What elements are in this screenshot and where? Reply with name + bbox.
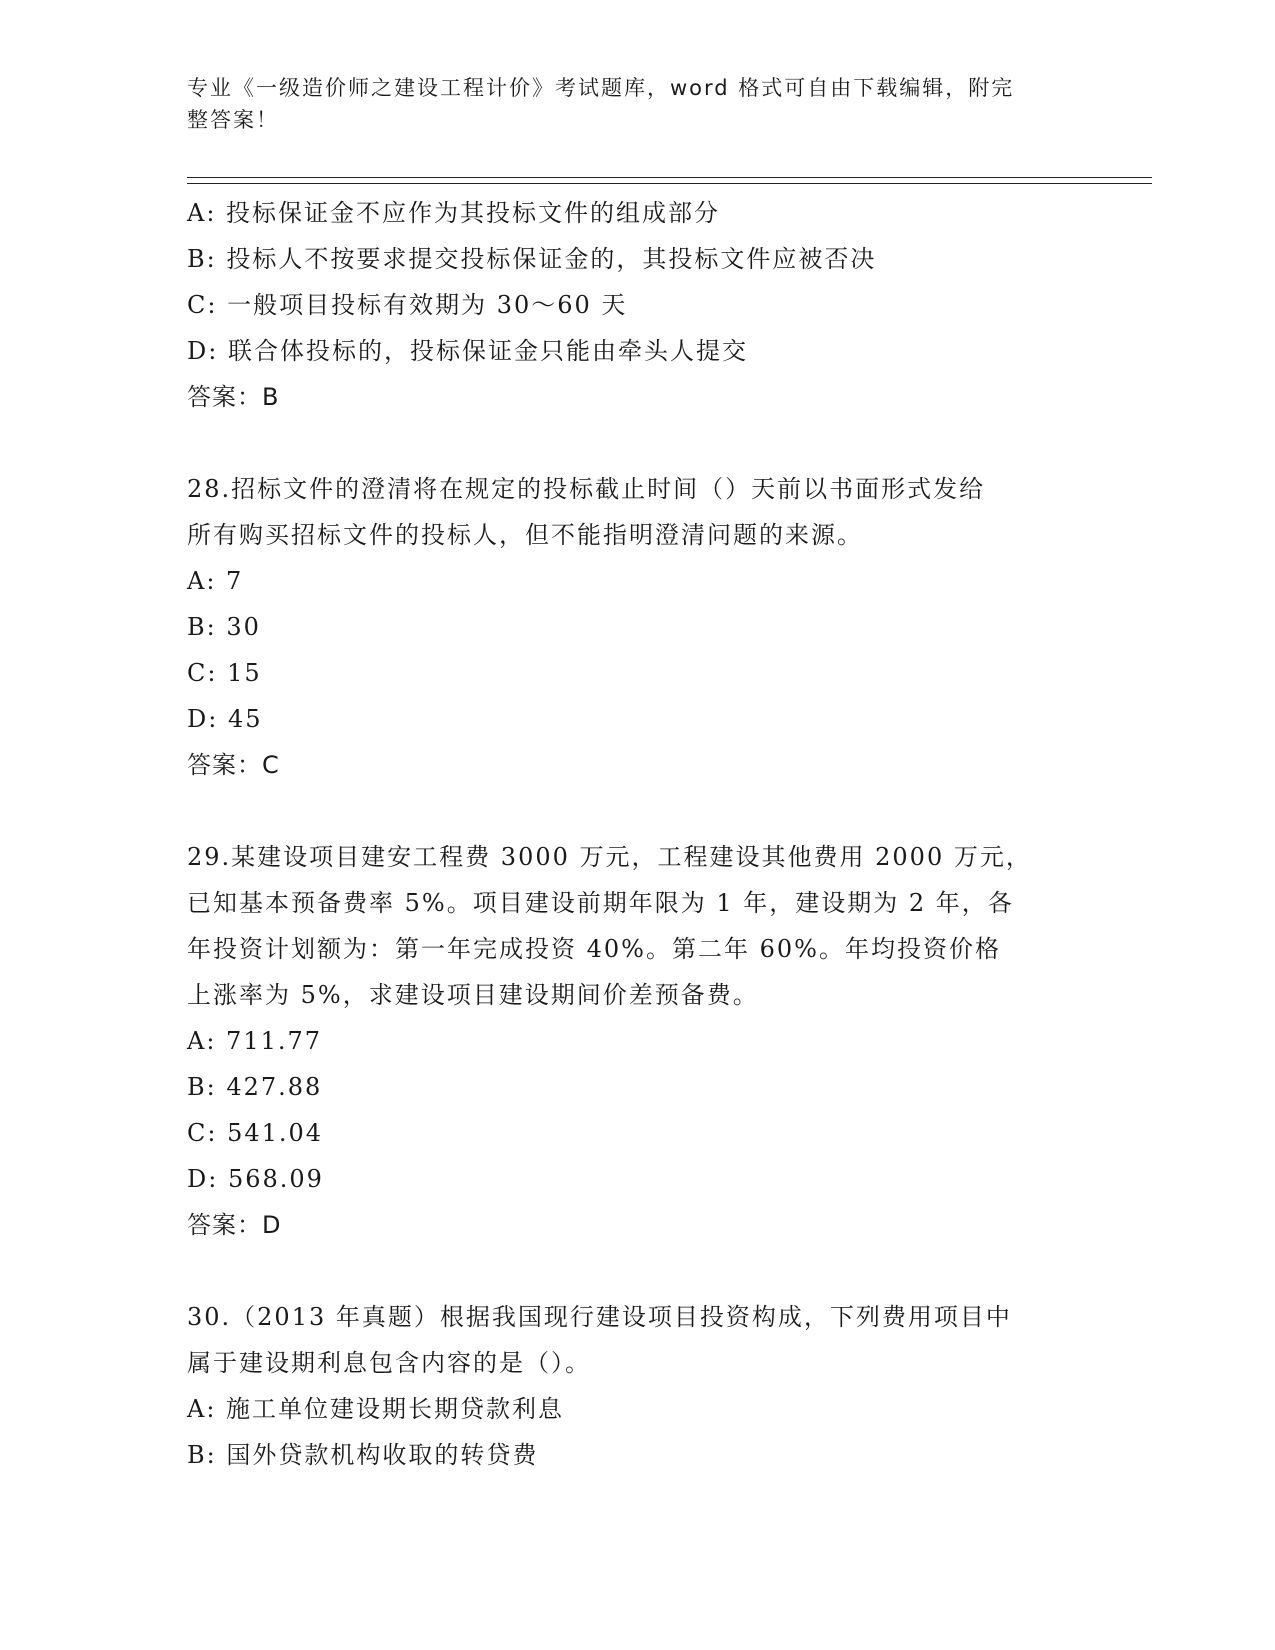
header-divider-bottom	[187, 183, 1152, 184]
question-stem-line: 28.招标文件的澄清将在规定的投标截止时间（）天前以书面形式发给	[187, 475, 986, 503]
option-a: A: 7	[187, 567, 244, 595]
option-c: C: 541.04	[187, 1119, 324, 1147]
option-b: B: 30	[187, 613, 261, 641]
question-28	[187, 466, 1087, 788]
header-divider-top	[187, 177, 1152, 178]
question-29	[187, 834, 1087, 1248]
option-a: A: 施工单位建设期长期贷款利息	[187, 1395, 565, 1423]
option-a: A: 投标保证金不应作为其投标文件的组成部分	[187, 199, 721, 227]
question-stem-line: 年投资计划额为：第一年完成投资 40%。第二年 60%。年均投资价格	[187, 935, 1001, 963]
option-c: C: 一般项目投标有效期为 30～60 天	[187, 291, 628, 319]
question-27	[187, 190, 1087, 420]
document-header	[187, 72, 1067, 136]
question-stem-line: 30.（2013 年真题）根据我国现行建设项目投资构成，下列费用项目中	[187, 1303, 1012, 1331]
answer-text: 答案：C	[187, 751, 280, 779]
question-stem-line: 所有购买招标文件的投标人，但不能指明澄清问题的来源。	[187, 521, 863, 549]
answer-text: 答案：B	[187, 383, 280, 411]
header-line-1: 专业《一级造价师之建设工程计价》考试题库，word 格式可自由下载编辑，附完	[187, 76, 1015, 100]
header-line-2: 整答案！	[187, 108, 279, 132]
option-d: D: 568.09	[187, 1165, 324, 1193]
question-stem-line: 属于建设期利息包含内容的是（）。	[187, 1349, 591, 1377]
option-c: C: 15	[187, 659, 262, 687]
option-b: B: 427.88	[187, 1073, 323, 1101]
question-content	[187, 190, 1087, 1478]
question-stem-line: 已知基本预备费率 5%。项目建设前期年限为 1 年，建设期为 2 年，各	[187, 889, 1014, 917]
option-b: B: 投标人不按要求提交投标保证金的，其投标文件应被否决	[187, 245, 877, 273]
option-d: D: 联合体投标的，投标保证金只能由牵头人提交	[187, 337, 748, 365]
question-stem-line: 29.某建设项目建安工程费 3000 万元，工程建设其他费用 2000 万元，	[187, 843, 1032, 871]
answer-text: 答案：D	[187, 1211, 282, 1239]
option-d: D: 45	[187, 705, 263, 733]
question-stem-line: 上涨率为 5%，求建设项目建设期间价差预备费。	[187, 981, 759, 1009]
question-30	[187, 1294, 1087, 1478]
option-b: B: 国外贷款机构收取的转贷费	[187, 1441, 539, 1469]
option-a: A: 711.77	[187, 1027, 323, 1055]
